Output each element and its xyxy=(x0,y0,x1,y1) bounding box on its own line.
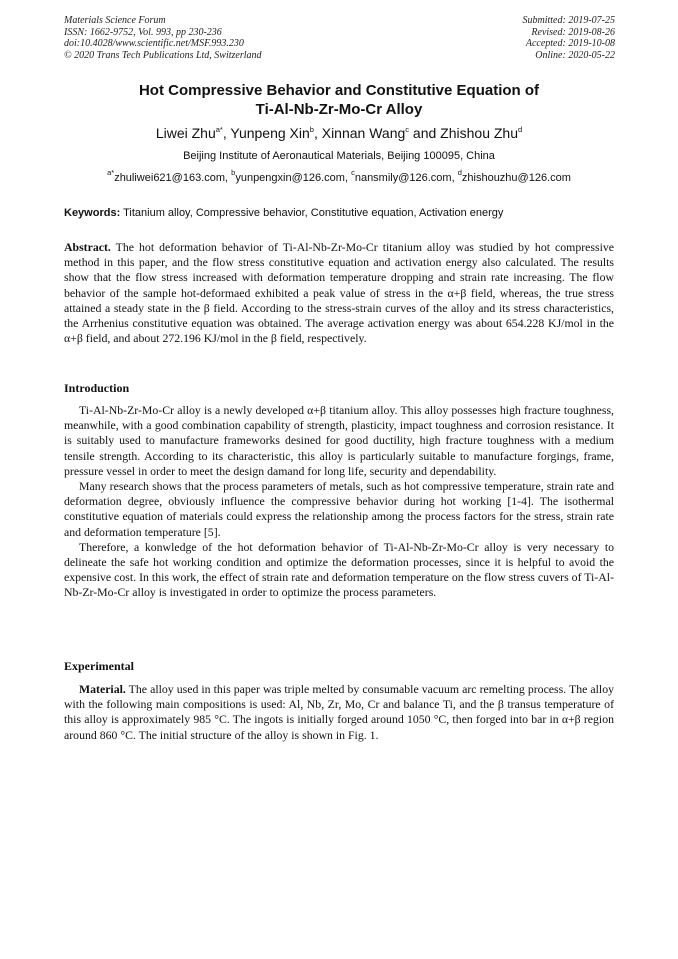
author-marker: b xyxy=(309,125,314,134)
email-address[interactable]: zhishouzhu@126.com xyxy=(461,172,571,184)
submitted-date: Submitted: 2019-07-25 xyxy=(522,15,615,26)
email-separator: , xyxy=(344,172,352,184)
abstract xyxy=(64,240,614,346)
author-name: Zhishou Zhu xyxy=(440,125,518,141)
author-name: Xinnan Wang xyxy=(321,125,406,141)
keywords-label: Keywords: xyxy=(64,207,121,219)
email-marker: b xyxy=(231,168,236,177)
author-marker: c xyxy=(405,125,410,134)
email-address[interactable]: yunpengxin@126.com xyxy=(235,172,345,184)
email-marker: a* xyxy=(107,168,115,177)
paper-title xyxy=(40,81,638,119)
intro-paragraph: Ti-Al-Nb-Zr-Mo-Cr alloy is a newly developed α+β titanium alloy. This alloy possesses high fracture toughness, meanwhile, with a good combination capability of strength, plasticity, impact toughness and corrosion resistance. It is suitably used to manufacture frameworks desined for good ductility, high fracture toughness with a medium tensile strength. According to its characteristic, this alloy is particularly suitable to manufacture forgings, frame, pressure vessel in order to meet the design damand for long life, security and dependability. xyxy=(64,403,614,478)
author-separator: , xyxy=(313,125,322,141)
affiliation: Beijing Institute of Aeronautical Materials, Beijing 100095, China xyxy=(183,150,495,162)
author-name: Liwei Zhu xyxy=(155,125,216,141)
abstract-label: Abstract. xyxy=(64,240,111,254)
introduction-body xyxy=(64,403,614,601)
abstract-text: The hot deformation behavior of Ti-Al-Nb-Zr-Mo-Cr titanium alloy was studied by hot compressive method in this paper, and the flow stress constitutive equation and activation energy also calculated. The results show that the flow stress increased with deformation temperature dropping and strain rate increasing. The flow behavior of the sample hot-deformaed exhibited a peak value of stress in the α+β field, whereas, the true stress attained a steady state in the β field. According to the stress-strain curves of the alloy and its stress characteristics, the Arrhenius constitutive equation was obtained. The average activation energy was about 654.228 KJ/mol in the α+β field, and about 272.196 KJ/mol in the β field, respectively. xyxy=(64,240,614,346)
revised-date: Revised: 2019-08-26 xyxy=(531,26,615,38)
title-line-1: Hot Compressive Behavior and Constitutive Equation of xyxy=(138,82,540,99)
journal-name: Materials Science Forum xyxy=(64,15,166,26)
email-marker: c xyxy=(351,168,355,177)
keywords-text: Titanium alloy, Compressive behavior, Constitutive equation, Activation energy xyxy=(120,207,504,219)
material-label: Material. xyxy=(79,682,126,696)
intro-paragraph: Many research shows that the process parameters of metals, such as hot compressive temperature, strain rate and deformation degree, obviously influence the compressive behavior during hot working [1-4]. The isothermal constitutive equation of materials could express the relationship among the process factors for the stress, strain rate and deformation temperature [5]. xyxy=(64,479,614,539)
material-text: The alloy used in this paper was triple melted by consumable vacuum arc remelting process. The alloy with the following main compositions is used: Al, Nb, Zr, Mo, Cr and balance Ti, and the β transus temperature of this alloy is approximately 985 °C. The ingots is initially forged around 1050 °C, then forged into bar in α+β region around 860 °C. The initial structure of the alloy is shown in Fig. 1. xyxy=(64,682,614,742)
intro-paragraph: Therefore, a konwledge of the hot deformation behavior of Ti-Al-Nb-Zr-Mo-Cr alloy is very necessary to delineate the safe hot working condition and optimize the deformation processes, since it is helpful to avoid the expensive cost. In this work, the effect of strain rate and deformation temperature on the flow stress cuvers of Ti-Al-Nb-Zr-Mo-Cr alloy is investigated in order to optimize the process parameters. xyxy=(64,539,614,600)
author-marker: d xyxy=(518,125,523,134)
email-address[interactable]: nansmily@126.com xyxy=(354,172,452,184)
journal-info xyxy=(64,15,262,61)
email-separator: , xyxy=(451,172,458,184)
material-paragraph xyxy=(64,682,614,743)
author-separator: , xyxy=(222,125,231,141)
email-separator: , xyxy=(225,172,232,184)
author-marker: a* xyxy=(215,125,223,134)
email-address[interactable]: zhuliwei621@163.com xyxy=(114,172,226,184)
author-list xyxy=(30,124,648,142)
online-date: Online: 2020-05-22 xyxy=(535,49,615,61)
introduction-heading: Introduction xyxy=(64,381,130,395)
experimental-body xyxy=(64,682,614,743)
title-line-2: Ti-Al-Nb-Zr-Mo-Cr Alloy xyxy=(255,101,423,118)
email-marker: d xyxy=(457,168,462,177)
doi-line: doi:10.4028/www.scientific.net/MSF.993.230 xyxy=(64,38,244,50)
copyright-line: © 2020 Trans Tech Publications Ltd, Switzerland xyxy=(64,49,262,61)
publication-dates xyxy=(523,15,616,61)
author-name: Yunpeng Xin xyxy=(230,125,310,141)
experimental-heading: Experimental xyxy=(64,659,134,673)
email-list xyxy=(20,168,658,185)
keywords xyxy=(64,206,618,220)
author-separator: and xyxy=(409,125,441,141)
accepted-date: Accepted: 2019-10-08 xyxy=(525,38,615,50)
issn-line: ISSN: 1662-9752, Vol. 993, pp 230-236 xyxy=(64,26,222,38)
